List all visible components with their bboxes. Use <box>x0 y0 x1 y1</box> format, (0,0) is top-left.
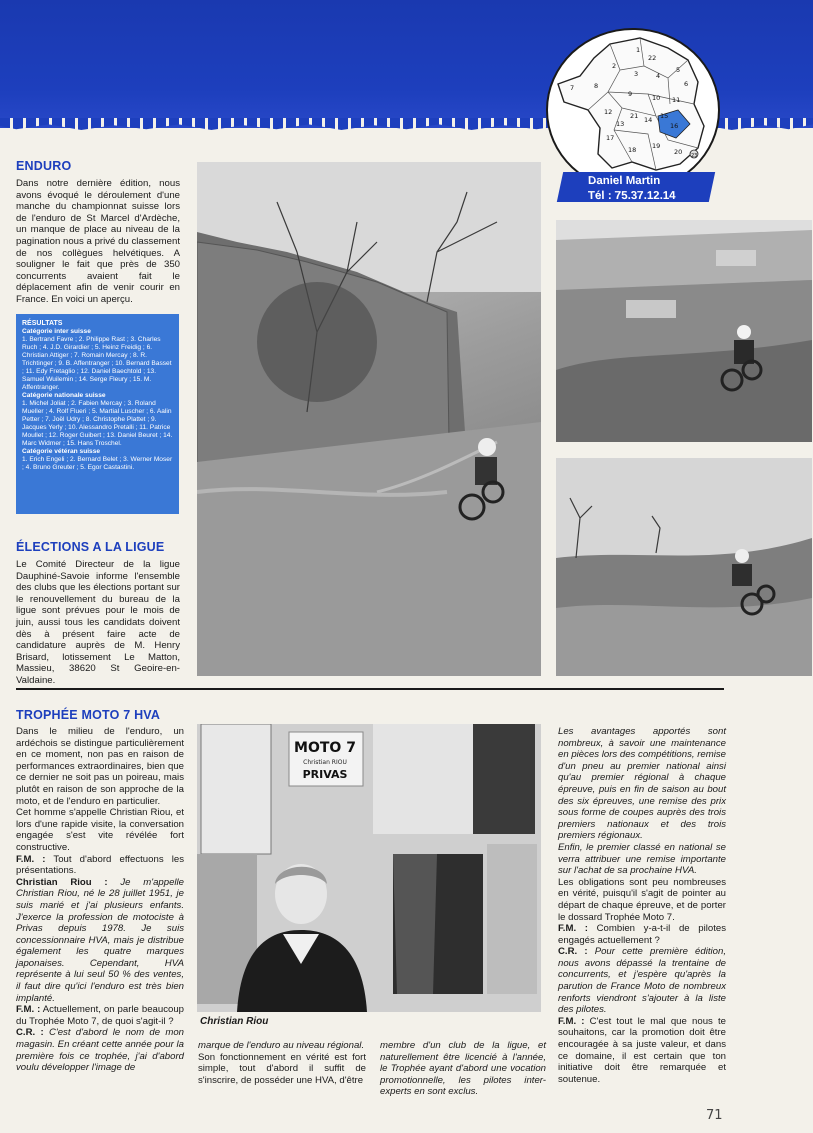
france-region-map <box>546 28 720 192</box>
answer-text: Pour cette première édition, nous avons dépassé la trentaine de concurrents, et j'espère qu'après la parution de France Moto de nombreux renforts viendront s'ajouter à la liste des pilotes. <box>558 946 726 1016</box>
column-2-text: marque de l'enduro au niveau régional. <box>198 1040 365 1051</box>
map-label: 12 <box>604 108 613 116</box>
map-label: 13 <box>616 120 625 128</box>
map-graphic <box>548 30 718 190</box>
column-2-text-2: Son fonctionnement en vérité est fort simple, tout d'abord il suffit de s'inscrire, de posséder une HVA, d'être <box>198 1051 366 1086</box>
trophee-column-4 <box>558 726 726 1085</box>
trophee-heading: TROPHÉE MOTO 7 HVA <box>16 708 161 722</box>
hillside-rider-photo <box>556 458 812 676</box>
map-label: 6 <box>684 80 689 88</box>
map-label: 14 <box>644 116 653 124</box>
map-label: 10 <box>652 94 661 102</box>
map-label: 15 <box>660 112 669 120</box>
contact-name: Daniel Martin <box>586 175 662 187</box>
speaker-fm: F.M. : <box>16 853 46 865</box>
contact-box <box>557 172 715 202</box>
question-text: C'est tout le mal que nous te souhaitons, car la promotion doit être encouragée à sa juste valeur, et dans ce domaine, il est certain que ton initiative doit être remarquée et soutenue. <box>558 1015 726 1085</box>
column-4-text-2: Enfin, le premier classé en national se verra attribuer une remise importante sur l'achat de sa prochaine HVA. <box>558 841 726 877</box>
results-title: RÉSULTATS <box>22 320 63 327</box>
landscape-rider-photo <box>556 220 812 442</box>
results-category-name: Catégorie inter suisse <box>22 328 91 335</box>
map-label: 9 <box>628 90 633 98</box>
answer-text: Je m'appelle Christian Riou, né le 28 juillet 1951, je suis marié et j'ai plusieurs enfants. J'exerce la profession de motociste à Privas depuis 1978. Je suis concessionnaire HVA, mais je distribue également les quatre marques japonaises. Cependant, HVA représente à lui seul 50 % des ventes, il faut dire qu'ici l'enduro est très bien implanté. <box>16 876 185 1004</box>
map-label: 1 <box>636 46 641 54</box>
photo-graphic <box>556 458 812 676</box>
christian-riou-photo <box>197 724 541 1012</box>
photo-caption: Christian Riou <box>200 1016 269 1027</box>
speaker-christian-riou: Christian Riou : <box>16 876 108 888</box>
photo-graphic <box>197 724 541 1012</box>
column-4-text-3: Les obligations sont peu nombreuses en vérité, puisqu'il s'agit de pointer au départ de chaque épreuve, et de porter le dossard Trophée Moto 7. <box>558 876 726 923</box>
elections-heading: ÉLECTIONS A LA LIGUE <box>16 540 165 554</box>
map-label: 20 <box>674 148 683 156</box>
map-label: 2 <box>612 62 617 70</box>
map-label: 7 <box>570 84 575 92</box>
map-label: 19 <box>652 142 661 150</box>
map-label: 18 <box>628 146 637 154</box>
trophee-intro: Dans le milieu de l'enduro, un ardéchois se distingue particulièrement en ce moment, non pas en raison de performances extraordinaires, bien que ce dernier ne soit pas un poireau, mais plutôt en raison de son approche de la moto, et de l'enduro en particulier. <box>16 726 184 807</box>
map-label: 16 <box>670 122 679 130</box>
shop-sign-logo: MOTO 7 <box>294 740 356 756</box>
enduro-heading: ENDURO <box>16 159 72 173</box>
speaker-fm: F.M. : <box>16 1004 41 1016</box>
column-3-text: membre d'un club de la ligue, et naturellement être licencié à l'année, le Trophée ayant d'abord une vocation promotionnelle, les pilotes inter-experts en sont exclus. <box>380 1040 546 1098</box>
question-text: Actuellement, on parle beaucoup du Trophée Moto 7, de quoi s'agit-il ? <box>16 1004 185 1027</box>
results-category-text: 1. Erich Engeli ; 2. Bernard Belet ; 3. Werner Moser ; 4. Bruno Greuter ; 5. Egor Castastini. <box>22 456 173 471</box>
shop-sign-owner: Christian RIOU <box>303 759 347 766</box>
photo-graphic <box>556 220 812 442</box>
contact-phone: Tél : 75.37.12.14 <box>586 190 677 202</box>
answer-text: C'est d'abord le nom de mon magasin. En créant cette année pour la première fois ce trophée, j'ai d'abord voulu développer l'image de <box>16 1027 184 1074</box>
results-category-text: 1. Michel Joliat ; 2. Fabien Mercay ; 3. Roland Mueller ; 4. Rolf Flueri ; 5. Martial Luscher ; 6. Aalin Petter ; 7. Joël Udry ; 8. Christophe Plattet ; 9. Jacques Yerly ; 10. Alessandro Pretalli ; 11. Patrice Moullet ; 12. Roger Guibert ; 13. Daniel Beuret ; 14. Marc Widmer ; 15. Hans Troschel. <box>22 400 173 447</box>
speaker-cr: C.R. : <box>558 946 588 958</box>
photo-graphic <box>197 162 541 676</box>
enduro-ruins-photo <box>197 162 541 676</box>
trophee-column-2 <box>198 1040 366 1086</box>
section-divider <box>16 688 724 690</box>
map-label: 21 <box>630 112 639 120</box>
map-label: 8 <box>594 82 599 90</box>
map-label: 22 <box>648 54 657 62</box>
shop-sign-town: PRIVAS <box>302 768 348 781</box>
results-box <box>16 314 179 514</box>
trophee-column-1 <box>16 726 184 1074</box>
speaker-fm: F.M. : <box>558 1015 585 1027</box>
enduro-body <box>16 178 180 306</box>
map-label: 23 <box>691 153 698 159</box>
results-category-name: Catégorie vétéran suisse <box>22 448 101 455</box>
map-label: 3 <box>634 70 639 78</box>
map-label: 4 <box>656 72 661 80</box>
results-category-name: Catégorie nationale suisse <box>22 392 106 399</box>
speaker-cr: C.R. : <box>16 1027 44 1039</box>
question-text: Combien y-a-t-il de pilotes engagés actuellement ? <box>558 923 726 946</box>
column-4-text: Les avantages apportés sont nombreux, à savoir une maintenance en pièces lors des compétitions, remise d'un pneu au premier national ainsi qu'au premier régional à chaque épreuve, puis en fin de saison au bout des six épreuves, une remise des prix sous forme de coupes auprès des trois premiers nationaux et des trois premiers régionaux. <box>558 726 726 842</box>
page-number: 71 <box>706 1108 723 1123</box>
elections-body <box>16 559 180 687</box>
elections-paragraph: Le Comité Directeur de la ligue Dauphiné-Savoie informe l'ensemble des clubs que les élections portant sur le renouvellement du bureau de la ligue sont prévues pour le mois de juin, aussi tous les candidats doivent dès à présent faire acte de candidature auprès de M. Henry Brisard, lotissement Le Matton, Massieu, 38620 St Geoire-en-Valdaine. <box>16 559 180 686</box>
map-label: 17 <box>606 134 615 142</box>
results-category-text: 1. Bertrand Favre ; 2. Philippe Rast ; 3. Charles Ruch ; 4. J.D. Girardier ; 5. Heinz Freidig ; 6. Christian Attiger ; 7. Romain Mercay ; 8. R. Trichtinger ; 9. B. Affentranger ; 10. Bernard Basset ; 11. Edy Fretaglio ; 12. Daniel Baechtold ; 13. Samuel Wuilemin ; 14. Serge Fleury ; 15. M. Affentranger. <box>22 336 172 391</box>
map-label: 5 <box>676 66 681 74</box>
map-label: 11 <box>672 96 681 104</box>
speaker-fm: F.M. : <box>558 923 588 935</box>
trophee-column-3 <box>380 1040 546 1098</box>
enduro-paragraph: Dans notre dernière édition, nous avons évoqué le déroulement d'une manche du championnat suisse lors de l'enduro de St Marcel d'Ardèche, un manque de place au niveau de la pagination nous a privé du classement de nos collègues helvétiques. A souligner le fait que près de 350 concurrents avaient fait le déplacement afin de venir courir en France. En voici un aperçu. <box>16 178 180 305</box>
question-text: Tout d'abord effectuons les présentations. <box>16 853 185 877</box>
trophee-intro-2: Cet homme s'appelle Christian Riou, et lors d'une rapide visite, la conversation engagée s'est vite révélée fort constructive. <box>16 807 184 853</box>
